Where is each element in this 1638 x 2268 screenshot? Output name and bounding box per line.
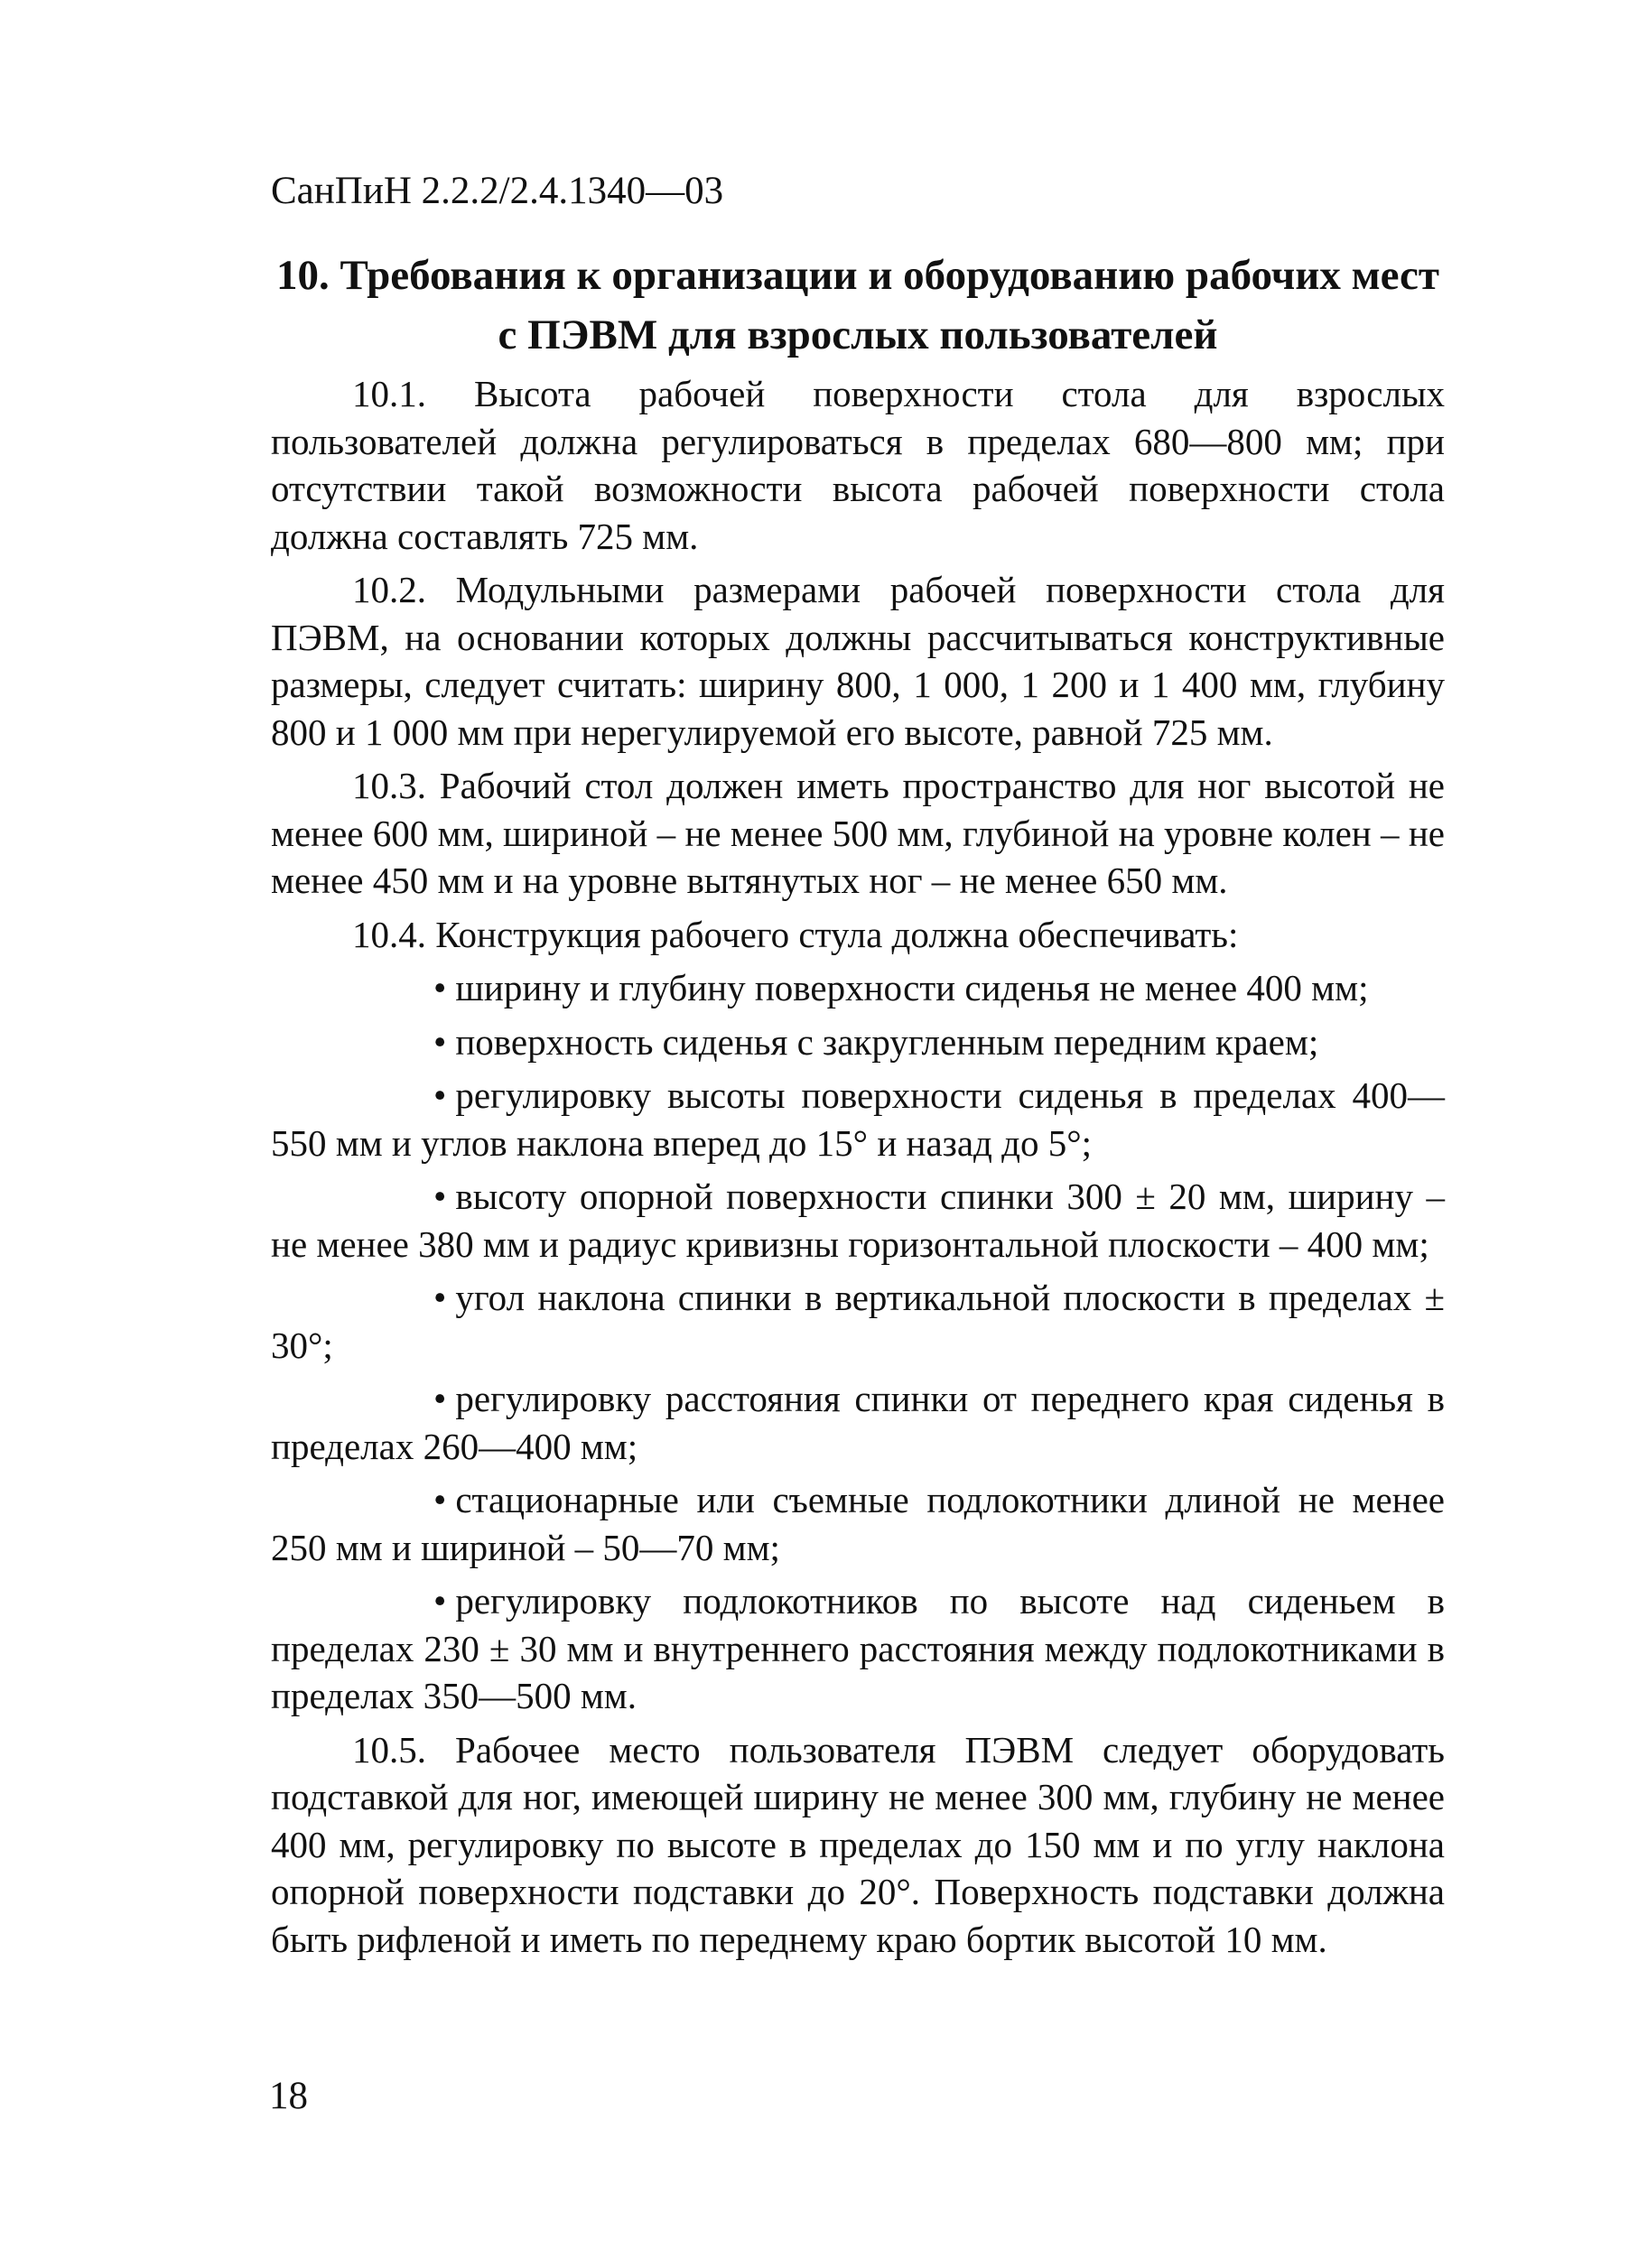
bullet-icon: • [433, 1020, 447, 1063]
list-item-text: регулировку высоты поверхности сиденья в пределах 400—550 мм и углов наклона вперед до 15° и назад до 5°; [271, 1074, 1445, 1164]
section-title-line-2: с ПЭВМ для взрослых пользователей [498, 311, 1218, 358]
list-item [271, 1577, 1445, 1720]
list-item-text: поверхность сиденья с закругленным передним краем; [455, 1020, 1319, 1063]
list-item-text: стационарные или съемные подлокотники длиной не менее 250 мм и шириной – 50—70 мм; [271, 1479, 1445, 1568]
bullet-icon: • [433, 1378, 447, 1419]
list-item [271, 1375, 1445, 1470]
list-item-text: регулировку подлокотников по высоте над сиденьем в пределах 230 ± 30 мм и внутреннего расстояния между подлокотниками в пределах 350—500 мм. [271, 1580, 1445, 1716]
bullet-icon: • [433, 1074, 447, 1116]
chair-requirements-list [271, 964, 1445, 1720]
page-number: 18 [269, 2075, 308, 2117]
list-item-text: ширину и глубину поверхности сиденья не менее 400 мм; [455, 967, 1369, 1009]
list-item-text: высоту опорной поверхности спинки 300 ± 20 мм, ширину – не менее 380 мм и радиус кривизны горизонтальной плоскости – 400 мм; [271, 1176, 1445, 1265]
list-item [271, 1476, 1445, 1571]
section-title [271, 246, 1445, 365]
list-item [271, 1018, 1445, 1066]
paragraph-10-3: 10.3. Рабочий стол должен иметь пространство для ног высотой не менее 600 мм, шириной – не менее 500 мм, глубиной на уровне колен – не менее 450 мм и на уровне вытянутых ног – не менее 650 мм. [271, 765, 1445, 901]
paragraph-10-4: 10.4. Конструкция рабочего стула должна обеспечивать: [352, 913, 1239, 955]
body-text [271, 370, 1445, 1969]
paragraph-10-5: 10.5. Рабочее место пользователя ПЭВМ следует оборудовать подставкой для ног, имеющей ширину не менее 300 мм, глубину не менее 400 мм, регулировку по высоте в пределах до 150 мм и по углу наклона опорной поверхности подставки до 20°. Поверхность подставки должна быть рифленой и иметь по переднему краю бортик высотой 10 мм. [271, 1728, 1445, 1960]
paragraph-10-2: 10.2. Модульными размерами рабочей поверхности стола для ПЭВМ, на основании которых должны рассчитываться конструктивные размеры, следует считать: ширину 800, 1 000, 1 200 и 1 400 мм, глубину 800 и 1 000 мм при нерегулируемой его высоте, равной 725 мм. [271, 569, 1445, 753]
list-item [271, 964, 1445, 1012]
paragraph-10-1: 10.1. Высота рабочей поверхности стола для взрослых пользователей должна регулироваться в пределах 680—800 мм; при отсутствии такой возможности высота рабочей поверхности стола должна составлять 725 мм. [271, 373, 1445, 557]
bullet-icon: • [433, 1176, 447, 1217]
list-item [271, 1072, 1445, 1167]
section-title-line-1: 10. Требования к организации и оборудованию рабочих мест [276, 252, 1439, 299]
running-header: СанПиН 2.2.2/2.4.1340—03 [271, 170, 724, 212]
list-item [271, 1274, 1445, 1369]
bullet-icon: • [433, 1479, 447, 1520]
bullet-icon: • [433, 967, 447, 1009]
list-item-text: регулировку расстояния спинки от переднего края сиденья в пределах 260—400 мм; [271, 1378, 1445, 1467]
list-item [271, 1173, 1445, 1268]
bullet-icon: • [433, 1580, 447, 1622]
list-item-text: угол наклона спинки в вертикальной плоскости в пределах ± 30°; [271, 1277, 1445, 1366]
bullet-icon: • [433, 1277, 447, 1318]
